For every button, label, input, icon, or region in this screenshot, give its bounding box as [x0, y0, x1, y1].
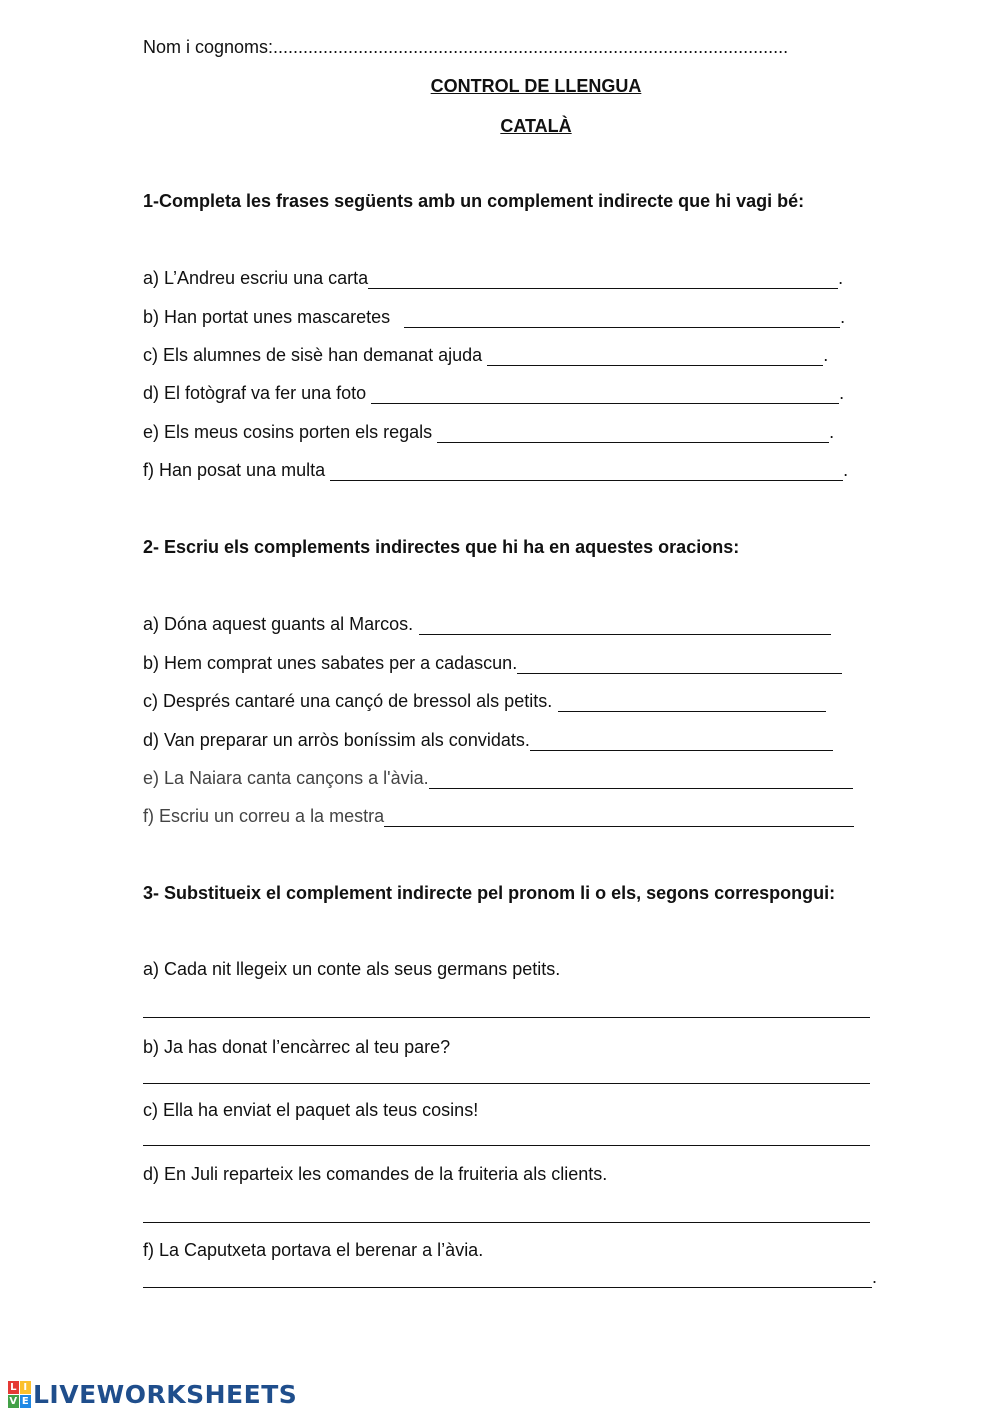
section1-item: [143, 421, 834, 443]
item-text: a) Dóna aquest guants al Marcos.: [143, 614, 414, 634]
logo-letter: I: [20, 1381, 31, 1394]
item-end: .: [872, 1267, 878, 1287]
item-text: c) Els alumnes de sisè han demanat ajuda: [143, 345, 483, 365]
liveworksheets-logo[interactable]: [8, 1380, 297, 1409]
section2-item: [143, 690, 826, 712]
answer-line[interactable]: [143, 1221, 870, 1223]
page-subtitle: CATALÀ: [500, 116, 572, 136]
item-end: .: [840, 307, 846, 327]
logo-letter: V: [9, 1396, 18, 1407]
answer-blank[interactable]: [437, 423, 829, 443]
answer-line[interactable]: [143, 1144, 870, 1146]
section2-item: [143, 767, 853, 789]
item-text: c) Després cantaré una cançó de bressol als petits.: [143, 691, 553, 711]
section2-item: [143, 729, 833, 751]
logo-letter: E: [21, 1396, 30, 1407]
item-end: .: [838, 268, 844, 288]
answer-line[interactable]: [143, 1016, 870, 1018]
answer-blank[interactable]: [371, 384, 839, 404]
section1-item: [143, 459, 848, 481]
section1-item: [143, 306, 845, 328]
item-text: d) Van preparar un arròs boníssim als convidats.: [143, 730, 530, 750]
section1-item: [143, 267, 843, 289]
section1-item: [143, 344, 828, 366]
answer-blank[interactable]: [368, 269, 838, 289]
item-text: b) Han portat unes mascaretes: [143, 307, 391, 327]
item-text: b) Hem comprat unes sabates per a cadascun.: [143, 653, 518, 673]
section3-heading: 3- Substitueix el complement indirecte pel pronom li o els, segons correspongui:: [143, 883, 836, 903]
item-text: d) El fotògraf va fer una foto: [143, 383, 367, 403]
answer-blank[interactable]: [530, 731, 833, 751]
answer-blank[interactable]: [330, 461, 843, 481]
section3-item: a) Cada nit llegeix un conte als seus germans petits.: [143, 959, 561, 979]
section1-heading: 1-Completa les frases següents amb un complement indirecte que hi vagi bé:: [143, 191, 805, 211]
answer-blank[interactable]: [143, 1268, 872, 1288]
logo-mark-icon: [8, 1381, 31, 1408]
answer-blank[interactable]: [429, 769, 853, 789]
name-dots[interactable]: .......................................................................................................: [273, 37, 789, 57]
section3-item: d) En Juli reparteix les comandes de la fruiteria als clients.: [143, 1164, 608, 1184]
section3-item: c) Ella ha enviat el paquet als teus cosins!: [143, 1100, 479, 1120]
name-field: [143, 36, 788, 58]
answer-blank[interactable]: [404, 308, 840, 328]
section2-heading: 2- Escriu els complements indirectes que hi ha en aquestes oracions:: [143, 537, 740, 557]
item-text: f) Han posat una multa: [143, 460, 326, 480]
item-end: .: [839, 383, 845, 403]
section3-item: b) Ja has donat l’encàrrec al teu pare?: [143, 1037, 451, 1057]
item-end: .: [823, 345, 829, 365]
page-title: CONTROL DE LLENGUA: [430, 76, 642, 96]
answer-blank[interactable]: [558, 692, 826, 712]
answer-blank[interactable]: [419, 615, 831, 635]
answer-line[interactable]: [143, 1082, 870, 1084]
item-end: .: [843, 460, 849, 480]
item-text: e) Els meus cosins porten els regals: [143, 422, 433, 442]
item-end: .: [829, 422, 835, 442]
section2-item: [143, 652, 842, 674]
item-text: f) Escriu un correu a la mestra: [143, 806, 385, 826]
section3-item: f) La Caputxeta portava el berenar a l’àvia.: [143, 1240, 484, 1260]
logo-letter: L: [8, 1381, 19, 1394]
answer-blank[interactable]: [384, 807, 854, 827]
section1-item: [143, 382, 844, 404]
item-text: e) La Naiara canta cançons a l'àvia.: [143, 768, 429, 788]
section2-item: [143, 613, 831, 635]
logo-text: LIVEWORKSHEETS: [33, 1380, 298, 1409]
name-label: Nom i cognoms:: [143, 37, 274, 57]
final-answer-row: [143, 1266, 877, 1288]
section2-item: [143, 805, 854, 827]
item-text: a) L’Andreu escriu una carta: [143, 268, 369, 288]
answer-blank[interactable]: [517, 654, 842, 674]
answer-blank[interactable]: [487, 346, 823, 366]
